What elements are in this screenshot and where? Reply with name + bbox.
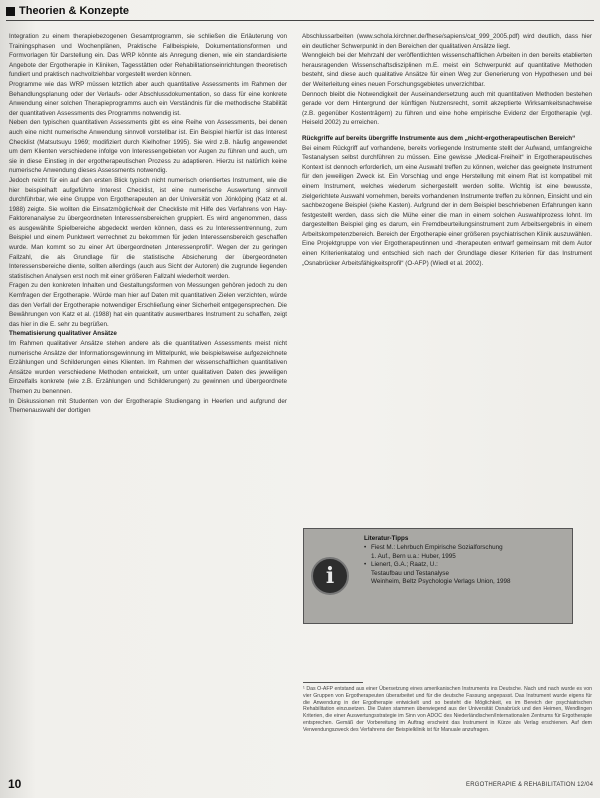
literature-entry: • Fiest M.: Lehrbuch Empirische Sozialforschung 1. Auf., Bern u.a.: Huber, 1995 (364, 544, 503, 560)
page-header (6, 6, 594, 22)
paragraph: Programme wie das WRP müssen letztlich aber auch quantitative Assessments im Rahmen der Behandlungsplanung oder der Verlaufs- oder Abschlussdokumentation, so dass für eine konkrete Anwendung einer solchen Therapieprogramms auch ein Verständnis für die methodische Stabilität der quantitativen Assessments des Programms notwendig ist. (9, 80, 287, 117)
left-column (9, 32, 287, 416)
paragraph: Im Rahmen qualitativer Ansätze stehen andere als die quantitativen Assessments meist nicht numerische Ansätze der Informationsgewinnung im Mittelpunkt, wie beispielsweise aufgezeichnete Erzählungen und Schilderungen eines Klienten. Im Rahmen der wissenschaftlichen quantitativen Ansätze wurden verschiedene Methoden entwickelt, um unter qualitativen Daten des jeweiligen Einzelfalls konkrete (wie z.B. Erzählungen und Schilderungen) zu gewinnen und übergeordnete Themen zu benennen. (9, 340, 287, 395)
section-heading: Rückgriffe auf bereits übergriffe Instrumente aus dem „nicht-ergotherapeutischen Bereich“ (302, 134, 576, 142)
header-square-icon (6, 7, 15, 16)
section-heading: Thematisierung qualitativer Ansätze (9, 330, 117, 338)
paragraph: Fragen zu den konkreten Inhalten und Gestaltungsformen von Messungen gehören jedoch zu den Kernfragen der Ergotherapie. Würde man hier auf Daten mit quantitativen Zielen verzichten, würde das den Verfall der Ergotherapie notwendiger Erschließung einer Sicherheit entgegensprechen. Die Bewährungen von Katz et al. (1988) hat ein quantitativ auswertbares Instrument zu schaffen, zeigt das hier in die E. sehr zu begrüßen. (9, 282, 287, 328)
paragraph: Wenngleich bei der Mehrzahl der veröffentlichten wissenschaftlichen Arbeiten in den bereits etablierten herausragenden Wissenschaftsdisziplinen m.E. meist ein Schwerpunkt auf quantitative Methoden besteht, sind diese auch qualitative Ansätze für einen Weg zur Generierung von Hypothesen und bei der Weiterleitung eines neuen Forschungsgebietes unverzichtbar. (302, 52, 592, 88)
footnote: ¹ Das O-AFP entstand aus einer Übersetzung eines amerikanischen Instruments ins Deutsche. Nach und nach wurde es von vier Gruppen von Ergotherapeuten überarbeitet und für die deutsche Fassung angepasst. Das Instrument wurde eigens für die Anwendung in der Ergotherapie entwickelt und so besteht die Möglichkeit, es im Bereich der psychiatrischen Rehabilitation einzusetzen. Die Daten stammen überwiegend aus der Universität Osnabrück und den Heimen, Wendlingen Kriterien, die einer Auswertungsstrategie im Sinn von ADOC des Niederländischen/Internationalen Zentrums für Ergotherapie entsprechen. Gemäß der Vorbereitung im Auftrag erscheint das Instrument in Kürze als Verlag erschienen. Auf dem Verwendungszweck des Verfahrens der Beispielklinik ist für Manuale anzufragen. (303, 686, 592, 733)
paragraph: Abschlussarbeiten (www.schola.kirchner.de/fhese/sapiens/cat_999_2005.pdf) wird deutlich, dass hier ein deutlicher Schwerpunkt in den Bereichen der qualitativen Ansätze liegt. (302, 33, 592, 50)
paragraph: Dennoch bleibt die Notwendigkeit der Auseinandersetzung auch mit quantitativen Methoden bestehen gerade vor dem Hintergrund der künftigen Nutzensrecht, somit akzeptierte Wirksamkeitsnachweise (z.B. gegenüber Kostenträgern) zu führen und eine hohe empirische Evidenz der Ergotherapie (vgl. Heiseld 2002) zu erreichen. (302, 90, 592, 127)
paragraph: Bei einem Rückgriff auf vorhandene, bereits vorliegende Instrumente stellt der Aufwand, umfangreiche Testanalysen selbst durchführen zu müssen. Eine gewisse „Medical-Freiheit“ in Ergotherapeutisches Kontext ist dennoch erforderlich, um eine Auswahl treffen zu können, welcher das geeignete Instrument für den jeweiligen Zweck ist. Ein Vorschlag und enge Herstellung mit einem Rat ist kompatibel mit einem Instrument, welches wiederum sichergestellt werden sollte. Wichtig ist eine bewusste, zielgerichtete Auswahl vornehmen, bereits vorhandenen Instrumente treffen zu können, Einsicht und ein sachbezogene Beispiel (siehe Kasten). Aufgrund der in dem Beispiel beschriebenen Erfahrungen kann festgestellt werden, dass sich die Mühe einer die man in einem solchen Auswahlprozess lohnt. Im dargestellten Beispiel ging es darum, ein Fremdbeurteilungsinstrument zum Arbeitsergebnis in einem Arbeitskompetenzbereich. Bereich der Ergotherapie einer größeren psychiatrischen Klinik auszuwählen. Eine Projektgruppe von vier Ergotherapeutinnen und -therapeuten entwarf gemeinsam mit dem Autor einen Kriterienkatalog und entschied sich nach der Grundlage dieser Kriterien für das Instrument „Osnabrücker Arbeitsfähigkeitsprofil“ (O-AFP) (Wiedl et al. 2002). (302, 144, 592, 267)
literature-box-body (364, 535, 568, 586)
info-icon: i (311, 557, 349, 595)
paragraph: Jedoch reicht für ein auf den ersten Blick typisch nicht numerisch orientiertes Instrument, wie die hier beispielhaft aufgeführte Interest Checklist, ist eine numerische Auswertung sinnvoll durchführbar, wie eine Gruppe von Ergotherapeuten an der Universität von Jönköping (Katz et al. 1988) zeigte. Sie wollten die Einsatzmöglichkeit der Checkliste mit Hilfe des Verfahrens von Hay-Faktorenanalyse zu übergeordneten Interessensbereichen gruppiert. Es wird angenommen, dass es ausgewählte Spielbereiche abgedeckt werden können, dass es zu Interessentrennung, zum Beispiel und einem Punktwert verrechnet zu bekommen für jeden Interessensbereich geschaffen wurde. Man kommt so zu einer Art übergeordneten „Interessenprofil“. Wegen der zu geringen Fallzahl, die als Grundlage für die statistische Absicherung der übergeordneten Interessensbereiche diente, sollten allerdings (auch aus Sicht der Autoren) die zugrunde liegenden statistischen Analysen erst noch mit einer größeren Fallzahl wiederholt werden. (9, 176, 287, 280)
literature-box (303, 528, 573, 624)
section-title: Theorien & Konzepte (19, 5, 130, 17)
paragraph: Neben den typischen quantitativen Assessments gibt es eine Reihe von Assessments, bei denen auch eine nicht numerische Anwendung sinnvoll vorstellbar ist. Ein Beispiel hierfür ist das Interest Checklist (Matsutsuyu 1969; modifiziert durch Kielhofner 1995). Sie wird z.B. häufig angewendet um dem Klienten verschiedene infolge von Interessengebieten vor Augen zu führen und auch, um sie in diese Einstieg in der ergotherapeutischen Prozess zu adaptieren. Hierzu ist natürlich keine numerische Anwendung dieses Assessments notwendig. (9, 119, 287, 175)
page-number: 10 (8, 777, 22, 791)
header-rule (6, 20, 594, 21)
footnote-rule (303, 682, 363, 683)
journal-footer: ERGOTHERAPIE & REHABILITATION 12/04 (466, 782, 594, 788)
right-column (302, 32, 592, 268)
paragraph: In Diskussionen mit Studenten von der Ergotherapie Studiengang in Heerlen und aufgrund der Themenauswahl der dortigen (9, 397, 287, 415)
literature-entry: • Lienert, G.A.; Raatz, U.: Testaufbau und Testanalyse Weinheim, Beltz Psychologie Verlags Union, 1998 (364, 561, 511, 586)
literature-box-title: Literatur-Tipps (364, 535, 409, 542)
paragraph: Integration zu einem therapiebezogenen Gesamtprogramm, sie schließen die Erläuterung von Trainingsphasen und Wochenplänen, Praktische Fallbeispiele, Dokumentationsformen und Formvorlagen für Darstellung ein. Das WRP könnte als Anregung dienen, wie ein standardisierte Angebote der Ergotherapie in Kliniken, Tagesstätten oder Rehabilitationseinrichtungen theoretisch fundiert und praktisch nachvollziehbar vorgestellt werden können. (9, 33, 287, 79)
